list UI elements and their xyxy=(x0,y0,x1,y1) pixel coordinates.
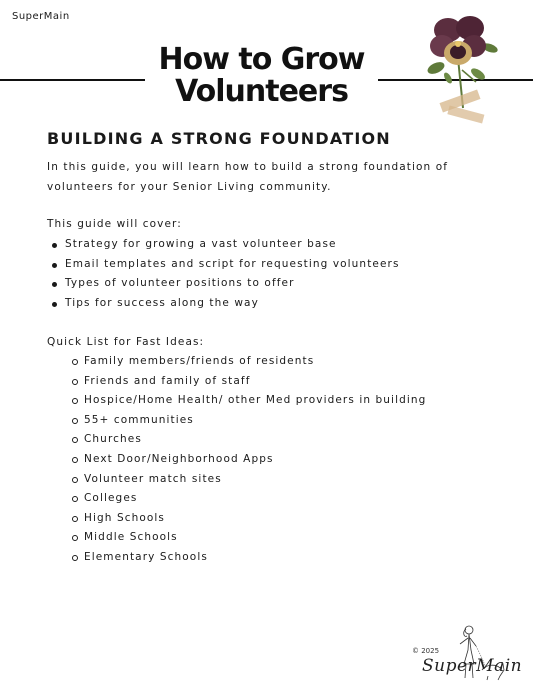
title-line-2: Volunteers xyxy=(175,74,348,109)
list-item: Next Door/Neighborhood Apps xyxy=(71,450,426,470)
brand-name: SuperMain xyxy=(12,11,70,22)
section-heading: BUILDING A STRONG FOUNDATION xyxy=(47,129,391,148)
list-item: Volunteer match sites xyxy=(71,470,426,490)
list-item: Strategy for growing a vast volunteer base xyxy=(51,235,400,255)
cover-list xyxy=(51,235,400,314)
title-line-1: How to Grow xyxy=(158,42,365,77)
quick-list-heading: Quick List for Fast Ideas: xyxy=(47,336,205,348)
list-item: Tips for success along the way xyxy=(51,294,400,314)
quick-list xyxy=(71,352,426,568)
intro-paragraph: In this guide, you will learn how to build a strong foundation of volunteers for your Senior Living community. xyxy=(47,161,449,193)
title-rule-left xyxy=(0,79,145,81)
pressed-pansy-icon xyxy=(418,8,508,128)
cover-heading: This guide will cover: xyxy=(47,218,182,230)
copyright-text: © 2025 xyxy=(412,647,440,655)
list-item: Types of volunteer positions to offer xyxy=(51,274,400,294)
list-item: High Schools xyxy=(71,509,426,529)
list-item: Churches xyxy=(71,430,426,450)
list-item: 55+ communities xyxy=(71,411,426,431)
list-item: Middle Schools xyxy=(71,528,426,548)
list-item: Friends and family of staff xyxy=(71,372,426,392)
page-title xyxy=(145,44,378,108)
list-item: Family members/friends of residents xyxy=(71,352,426,372)
list-item: Hospice/Home Health/ other Med providers in building xyxy=(71,391,426,411)
footer-logo-text: SuperMain xyxy=(422,656,523,676)
list-item: Email templates and script for requesting volunteers xyxy=(51,255,400,275)
list-item: Colleges xyxy=(71,489,426,509)
list-item: Elementary Schools xyxy=(71,548,426,568)
